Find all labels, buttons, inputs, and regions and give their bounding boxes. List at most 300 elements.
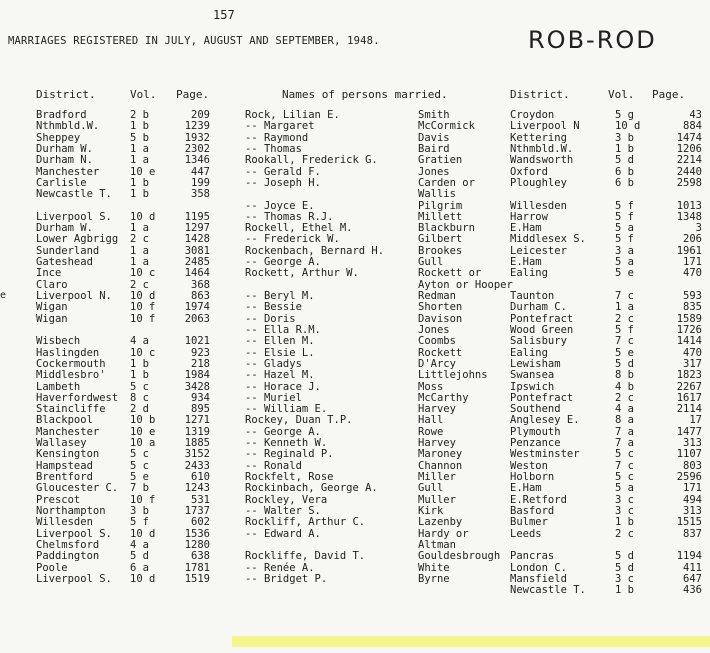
volume-left: 1 a [130, 142, 149, 155]
table-row [0, 348, 710, 359]
person-name: -- Thomas [245, 142, 302, 155]
person-name: -- Kenneth W. [245, 437, 328, 450]
person-name: -- Hazel M. [245, 369, 315, 382]
spouse-surname: Davison [418, 312, 463, 325]
volume-left: 5 e [130, 471, 149, 483]
table-row [0, 461, 710, 472]
page-right: 1194 [676, 550, 702, 563]
volume-left: 7 b [130, 482, 149, 495]
page-right: 206 [683, 233, 702, 246]
spouse-surname: Jones [418, 323, 450, 336]
volume-right: 3 a [615, 244, 634, 257]
spouse-surname: Kirk [418, 504, 444, 517]
volume-left: 10 b [130, 414, 156, 427]
district-right: Wandsworth [510, 154, 574, 167]
district-left: Willesden [36, 516, 93, 529]
person-name: Rockenbach, Bernard H. [245, 244, 385, 257]
page-right: 1961 [676, 244, 702, 257]
spouse-surname: Harvey [418, 437, 456, 450]
volume-right: 6 b [615, 176, 634, 189]
person-name: -- Gladys [245, 357, 302, 370]
volume-left: 1 a [130, 244, 149, 257]
volume-left: 2 b [130, 109, 149, 121]
page-left: 1195 [184, 210, 210, 223]
page-left: 3081 [184, 244, 210, 257]
person-name: -- Raymond [245, 131, 309, 144]
district-left: Lower Agbrigg [36, 233, 119, 246]
district-right: Westminster [510, 448, 580, 461]
page-left: 1984 [184, 369, 210, 382]
table-row [0, 529, 710, 540]
spouse-surname: Rockett or [418, 267, 482, 280]
district-left: Nthmbld.W. [36, 120, 100, 133]
district-left: Staincliffe [36, 403, 106, 416]
page-header-left: Page. [176, 88, 210, 101]
page-right: 470 [683, 267, 702, 280]
district-right: Croydon [510, 109, 555, 121]
person-name: -- George A. [245, 256, 321, 269]
district-right: Salisbury [510, 335, 567, 348]
district-right: London C. [510, 561, 567, 574]
district-right: Pancras [510, 550, 555, 563]
page-right: 1477 [676, 425, 702, 438]
page-left: 209 [191, 109, 210, 121]
table-row [0, 121, 710, 132]
district-left: Carlisle [36, 176, 87, 189]
volume-left: 5 d [130, 550, 149, 563]
page-left: 2485 [184, 256, 210, 269]
volume-left: 3 b [130, 504, 149, 517]
page-right: 837 [683, 527, 702, 540]
vol-header-left: Vol. [130, 88, 157, 101]
district-right: Ploughley [510, 176, 567, 189]
page-right: 171 [683, 482, 702, 495]
spouse-surname: Gouldesbrough [418, 550, 501, 563]
page-right: 1515 [676, 516, 702, 529]
person-name: Rockley, Vera [245, 493, 328, 506]
person-name: -- Joseph H. [245, 176, 321, 189]
page-right: 1206 [676, 142, 702, 155]
page-right: 313 [683, 437, 702, 450]
district-left: Durham N. [36, 154, 93, 167]
spouse-surname: Davis [418, 131, 450, 144]
table-row [0, 110, 710, 121]
volume-left: 10 e [130, 165, 156, 178]
spouse-surname: Millett [418, 210, 463, 223]
district-left: Blackpool [36, 414, 93, 427]
page-left: 1280 [184, 538, 210, 551]
volume-right: 2 c [615, 312, 634, 325]
volume-right: 5 d [615, 550, 634, 563]
person-name: Rockett, Arthur W. [245, 267, 359, 280]
volume-right: 7 c [615, 290, 634, 302]
district-left: Wigan [36, 301, 68, 314]
page-left: 1271 [184, 414, 210, 427]
district-right: Oxford [510, 165, 548, 178]
district-left: Gateshead [36, 256, 93, 269]
page-left: 1536 [184, 527, 210, 540]
page-right: 1726 [676, 323, 702, 336]
district-right: Liverpool N [510, 120, 580, 133]
page-left: 638 [191, 550, 210, 563]
person-name: Rookall, Frederick G. [245, 154, 378, 167]
page-left: 1239 [184, 120, 210, 133]
person-name: -- Bessie [245, 301, 302, 314]
district-right: Nthmbld.W. [510, 142, 574, 155]
page-right: 411 [683, 561, 702, 574]
table-row [0, 155, 710, 166]
page-left: 610 [191, 471, 210, 483]
volume-left: 1 b [130, 369, 149, 382]
page-left: 1974 [184, 301, 210, 314]
spouse-surname: Wallis [418, 188, 456, 201]
spouse-surname: Carden or [418, 176, 475, 189]
spouse-surname: McCormick [418, 120, 475, 133]
district-right: Taunton [510, 290, 555, 302]
district-left: Liverpool N. [36, 290, 112, 302]
page-right: 884 [683, 120, 702, 133]
volume-right: 5 e [615, 346, 634, 359]
table-row [0, 585, 710, 596]
page-number: 157 [213, 8, 235, 22]
page-right: 3 [695, 222, 702, 235]
page-right: 1589 [676, 312, 702, 325]
person-name: -- Reginald P. [245, 448, 334, 461]
volume-left: 8 c [130, 391, 149, 404]
volume-right: 5 f [615, 233, 634, 246]
district-right: Holborn [510, 471, 555, 483]
page-right: 1474 [676, 131, 702, 144]
volume-right: 5 f [615, 210, 634, 223]
spouse-surname: Gilbert [418, 233, 463, 246]
spouse-surname: Lazenby [418, 516, 463, 529]
spouse-surname: Maroney [418, 448, 463, 461]
spouse-surname: Gratien [418, 154, 463, 167]
volume-right: 5 c [615, 448, 634, 461]
page-right: 803 [683, 459, 702, 472]
spouse-surname: Baird [418, 142, 450, 155]
page-right: 2598 [676, 176, 702, 189]
volume-left: 10 f [130, 493, 156, 506]
volume-left: 10 d [130, 290, 156, 302]
volume-left: 5 c [130, 380, 149, 393]
volume-left: 2 c [130, 278, 149, 291]
spouse-surname: Jones [418, 165, 450, 178]
volume-right: 5 g [615, 109, 634, 121]
district-left: Chelmsford [36, 538, 100, 551]
district-left: Manchester [36, 425, 100, 438]
page-left: 1464 [184, 267, 210, 280]
volume-right: 7 a [615, 425, 634, 438]
volume-right: 5 c [615, 471, 634, 483]
volume-right: 8 b [615, 369, 634, 382]
person-name: -- Margaret [245, 120, 315, 133]
volume-left: 1 b [130, 188, 149, 201]
spouse-surname: Ayton or Hooper [418, 278, 513, 291]
volume-right: 5 f [615, 199, 634, 212]
volume-right: 7 a [615, 437, 634, 450]
spouse-surname: Gull [418, 482, 444, 495]
person-name: -- Elsie L. [245, 346, 315, 359]
person-name: -- Walter S. [245, 504, 321, 517]
spouse-surname: Hall [418, 414, 444, 427]
volume-right: 5 a [615, 482, 634, 495]
spouse-surname: Altman [418, 538, 456, 551]
volume-right: 6 b [615, 165, 634, 178]
volume-right: 3 b [615, 131, 634, 144]
volume-left: 5 c [130, 448, 149, 461]
names-header: Names of persons married. [282, 88, 448, 101]
spouse-surname: McCarthy [418, 391, 469, 404]
spouse-surname: Redman [418, 290, 456, 302]
page-left: 1346 [184, 154, 210, 167]
page-right: 647 [683, 572, 702, 585]
person-name: Rockinbach, George A. [245, 482, 378, 495]
district-left: Durham W. [36, 222, 93, 235]
table-row [0, 336, 710, 347]
margin-mark: e [0, 290, 7, 301]
district-left: Gloucester C. [36, 482, 119, 495]
district-left: Wigan [36, 312, 68, 325]
volume-left: 2 c [130, 233, 149, 246]
page-right: 2114 [676, 403, 702, 416]
volume-left: 10 d [130, 572, 156, 585]
volume-left: 10 d [130, 527, 156, 540]
person-name: -- Thomas R.J. [245, 210, 334, 223]
page-right: 1107 [676, 448, 702, 461]
volume-left: 1 a [130, 256, 149, 269]
page-right: 436 [683, 584, 702, 597]
volume-left: 5 f [130, 516, 149, 529]
district-right: Harrow [510, 210, 548, 223]
page-left: 1021 [184, 335, 210, 348]
page-right: 835 [683, 301, 702, 314]
page-left: 602 [191, 516, 210, 529]
district-right: Wood Green [510, 323, 574, 336]
table-row [0, 449, 710, 460]
district-left: Sunderland [36, 244, 100, 257]
district-right: E.Ham [510, 256, 542, 269]
table-row [0, 314, 710, 325]
page-right: 317 [683, 357, 702, 370]
page-left: 447 [191, 165, 210, 178]
district-right: Ealing [510, 267, 548, 280]
page-right: 17 [689, 414, 702, 427]
district-left: Northampton [36, 504, 106, 517]
district-left: Hampstead [36, 459, 93, 472]
district-header-right: District. [510, 88, 570, 101]
volume-left: 10 f [130, 312, 156, 325]
table-row [0, 427, 710, 438]
volume-right: 5 f [615, 323, 634, 336]
spouse-surname: Pilgrim [418, 199, 463, 212]
page-left: 895 [191, 403, 210, 416]
volume-right: 1 b [615, 584, 634, 597]
district-right: Leeds [510, 527, 542, 540]
register-entries [0, 110, 710, 596]
page-left: 218 [191, 357, 210, 370]
district-right: Mansfield [510, 572, 567, 585]
table-row [0, 483, 710, 494]
table-row [0, 246, 710, 257]
district-right: Basford [510, 504, 555, 517]
table-row [0, 189, 710, 200]
district-right: E.Ham [510, 222, 542, 235]
district-right: Kettering [510, 131, 567, 144]
district-left: Cockermouth [36, 357, 106, 370]
table-row [0, 404, 710, 415]
person-name: Rockell, Ethel M. [245, 222, 353, 235]
district-right: Anglesey E. [510, 414, 580, 427]
volume-right: 2 c [615, 391, 634, 404]
table-row [0, 359, 710, 370]
volume-right: 5 d [615, 561, 634, 574]
table-row [0, 574, 710, 585]
page-right: 1414 [676, 335, 702, 348]
page-right: 1617 [676, 391, 702, 404]
district-right: Pontefract [510, 391, 574, 404]
spouse-surname: Blackburn [418, 222, 475, 235]
table-row [0, 133, 710, 144]
volume-left: 10 a [130, 437, 156, 450]
page-left: 863 [191, 290, 210, 302]
volume-right: 1 b [615, 142, 634, 155]
page-right: 470 [683, 346, 702, 359]
person-name: -- Bridget P. [245, 572, 328, 585]
volume-right: 3 c [615, 493, 634, 506]
district-left: Sheppey [36, 131, 81, 144]
volume-left: 10 e [130, 425, 156, 438]
district-right: Weston [510, 459, 548, 472]
district-left: Haslingden [36, 346, 100, 359]
volume-left: 4 a [130, 538, 149, 551]
page-left: 3428 [184, 380, 210, 393]
page-right: 1348 [676, 210, 702, 223]
spouse-surname: Gull [418, 256, 444, 269]
spouse-surname: D'Arcy [418, 357, 456, 370]
person-name: -- Muriel [245, 391, 302, 404]
page-right: 2214 [676, 154, 702, 167]
district-left: Brentford [36, 471, 93, 483]
district-header-left: District. [36, 88, 96, 101]
page-left: 1428 [184, 233, 210, 246]
district-left: Paddington [36, 550, 100, 563]
page-left: 1319 [184, 425, 210, 438]
page-left: 531 [191, 493, 210, 506]
volume-right: 2 c [615, 527, 634, 540]
district-left: Durham W. [36, 142, 93, 155]
district-right: Bulmer [510, 516, 548, 529]
page-left: 3152 [184, 448, 210, 461]
page-left: 2302 [184, 142, 210, 155]
table-row [0, 167, 710, 178]
volume-right: 7 c [615, 459, 634, 472]
district-right: Middlesex S. [510, 233, 586, 246]
person-name: -- Joyce E. [245, 199, 315, 212]
district-left: Wisbech [36, 335, 81, 348]
table-row [0, 268, 710, 279]
district-right: E.Ham [510, 482, 542, 495]
volume-left: 5 b [130, 131, 149, 144]
district-left: Claro [36, 278, 68, 291]
person-name: -- Doris [245, 312, 296, 325]
volume-right: 1 b [615, 516, 634, 529]
spouse-surname: Smith [418, 109, 450, 121]
table-row [0, 291, 710, 302]
page-right: 2440 [676, 165, 702, 178]
person-name: -- Ella R.M. [245, 323, 321, 336]
person-name: -- Gerald F. [245, 165, 321, 178]
volume-right: 3 c [615, 572, 634, 585]
district-left: Bradford [36, 109, 87, 121]
district-left: Kensington [36, 448, 100, 461]
page-header-right: Page. [652, 88, 686, 101]
person-name: Rockfelt, Rose [245, 471, 334, 483]
page-right: 2267 [676, 380, 702, 393]
table-row [0, 212, 710, 223]
table-row [0, 551, 710, 562]
vol-header-right: Vol. [608, 88, 635, 101]
person-name: Rockliffe, David T. [245, 550, 366, 563]
person-name: -- Ronald [245, 459, 302, 472]
page-left: 1297 [184, 222, 210, 235]
volume-right: 4 b [615, 380, 634, 393]
index-range-label: ROB-ROD [528, 26, 657, 54]
page-left: 1781 [184, 561, 210, 574]
table-row [0, 415, 710, 426]
volume-left: 1 b [130, 176, 149, 189]
spouse-surname: Coombs [418, 335, 456, 348]
person-name: -- George A. [245, 425, 321, 438]
page-right: 1823 [676, 369, 702, 382]
person-name: -- Edward A. [245, 527, 321, 540]
spouse-surname: Brookes [418, 244, 463, 257]
volume-right: 4 a [615, 403, 634, 416]
page-left: 2433 [184, 459, 210, 472]
volume-right: 7 c [615, 335, 634, 348]
page-right: 494 [683, 493, 702, 506]
person-name: -- William E. [245, 403, 328, 416]
volume-left: 1 a [130, 222, 149, 235]
district-left: Poole [36, 561, 68, 574]
person-name: Rockey, Duan T.P. [245, 414, 353, 427]
district-right: E.Retford [510, 493, 567, 506]
district-right: Willesden [510, 199, 567, 212]
page-left: 358 [191, 188, 210, 201]
volume-left: 1 b [130, 357, 149, 370]
page-left: 199 [191, 176, 210, 189]
page-title: MARRIAGES REGISTERED IN JULY, AUGUST AND SEPTEMBER, 1948. [8, 35, 380, 47]
spouse-surname: Channon [418, 459, 463, 472]
volume-right: 1 a [615, 301, 634, 314]
district-left: Ince [36, 267, 62, 280]
person-name: -- Frederick W. [245, 233, 340, 246]
spouse-surname: Harvey [418, 403, 456, 416]
district-left: Haverfordwest [36, 391, 119, 404]
district-right: Swansea [510, 369, 555, 382]
volume-right: 5 a [615, 222, 634, 235]
district-left: Liverpool S. [36, 210, 112, 223]
page-left: 2063 [184, 312, 210, 325]
volume-right: 5 d [615, 357, 634, 370]
spouse-surname: Rockett [418, 346, 463, 359]
district-right: Ipswich [510, 380, 555, 393]
person-name: Rock, Lilian E. [245, 109, 340, 121]
table-row [0, 517, 710, 528]
spouse-surname: Moss [418, 380, 444, 393]
spouse-surname: Rowe [418, 425, 444, 438]
page-left: 934 [191, 391, 210, 404]
